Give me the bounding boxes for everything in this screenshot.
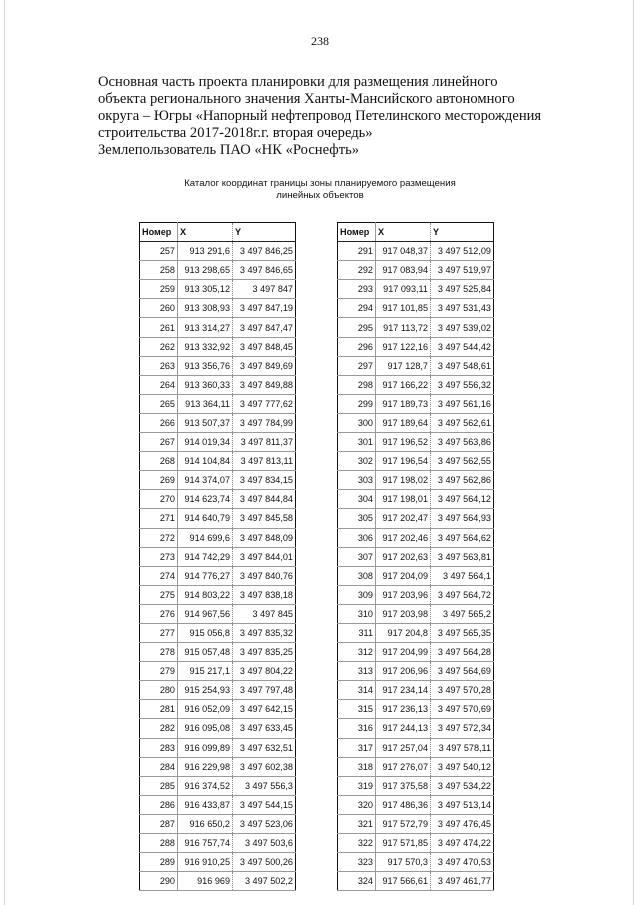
table-caption — [160, 178, 480, 202]
table-row — [140, 299, 296, 318]
cell-number: 298 — [338, 375, 376, 394]
cell-number: 317 — [338, 738, 376, 757]
cell-y: 3 497 565,2 — [431, 604, 494, 623]
cell-number: 320 — [338, 795, 376, 814]
table-header-row — [140, 223, 296, 242]
table-row — [338, 700, 494, 719]
cell-x: 915 217,1 — [178, 662, 233, 681]
cell-y: 3 497 844,01 — [233, 547, 296, 566]
table-row — [140, 433, 296, 452]
cell-y: 3 497 544,15 — [233, 795, 296, 814]
cell-number: 302 — [338, 452, 376, 471]
cell-x: 916 229,98 — [178, 757, 233, 776]
cell-x: 917 276,07 — [376, 757, 431, 776]
header-y: Y — [233, 223, 296, 242]
cell-x: 917 202,63 — [376, 547, 431, 566]
cell-y: 3 497 556,3 — [233, 776, 296, 795]
cell-x: 917 202,47 — [376, 509, 431, 528]
cell-y: 3 497 834,15 — [233, 471, 296, 490]
table-row — [338, 509, 494, 528]
cell-x: 917 257,04 — [376, 738, 431, 757]
table-row — [338, 242, 494, 261]
table-row — [140, 261, 296, 280]
cell-y: 3 497 461,77 — [431, 872, 494, 891]
header-number: Номер — [140, 223, 178, 242]
cell-x: 917 203,98 — [376, 604, 431, 623]
cell-number: 307 — [338, 547, 376, 566]
cell-number: 283 — [140, 738, 178, 757]
table-row — [140, 356, 296, 375]
cell-x: 917 083,94 — [376, 261, 431, 280]
cell-number: 290 — [140, 872, 178, 891]
cell-number: 272 — [140, 528, 178, 547]
cell-number: 300 — [338, 413, 376, 432]
table-row — [338, 872, 494, 891]
table-row — [140, 853, 296, 872]
cell-y: 3 497 562,55 — [431, 452, 494, 471]
cell-number: 319 — [338, 776, 376, 795]
cell-x: 913 507,37 — [178, 413, 233, 432]
table-row — [140, 700, 296, 719]
cell-number: 281 — [140, 700, 178, 719]
table-row — [338, 776, 494, 795]
cell-number: 316 — [338, 719, 376, 738]
table-row — [338, 490, 494, 509]
caption-line: линейных объектов — [276, 190, 364, 201]
cell-x: 916 095,08 — [178, 719, 233, 738]
cell-number: 260 — [140, 299, 178, 318]
table-row — [338, 814, 494, 833]
cell-number: 263 — [140, 356, 178, 375]
cell-y: 3 497 562,86 — [431, 471, 494, 490]
table-row — [338, 413, 494, 432]
cell-y: 3 497 642,15 — [233, 700, 296, 719]
cell-number: 306 — [338, 528, 376, 547]
cell-x: 917 203,96 — [376, 585, 431, 604]
cell-x: 917 204,8 — [376, 623, 431, 642]
cell-y: 3 497 602,38 — [233, 757, 296, 776]
cell-y: 3 497 570,28 — [431, 681, 494, 700]
cell-x: 913 314,27 — [178, 318, 233, 337]
right-table-body — [338, 242, 494, 891]
cell-y: 3 497 502,2 — [233, 872, 296, 891]
cell-x: 917 570,3 — [376, 853, 431, 872]
cell-y: 3 497 500,26 — [233, 853, 296, 872]
cell-number: 292 — [338, 261, 376, 280]
cell-y: 3 497 797,48 — [233, 681, 296, 700]
table-row — [338, 375, 494, 394]
table-row — [140, 547, 296, 566]
cell-x: 914 699,6 — [178, 528, 233, 547]
table-row — [140, 242, 296, 261]
cell-x: 917 206,96 — [376, 662, 431, 681]
table-row — [338, 834, 494, 853]
cell-x: 914 742,29 — [178, 547, 233, 566]
cell-y: 3 497 578,11 — [431, 738, 494, 757]
header-x: X — [178, 223, 233, 242]
cell-x: 913 298,65 — [178, 261, 233, 280]
table-row — [140, 413, 296, 432]
cell-x: 913 308,93 — [178, 299, 233, 318]
cell-x: 917 189,64 — [376, 413, 431, 432]
cell-x: 916 374,52 — [178, 776, 233, 795]
cell-x: 915 057,48 — [178, 643, 233, 662]
table-row — [140, 280, 296, 299]
cell-number: 267 — [140, 433, 178, 452]
table-row — [338, 795, 494, 814]
heading-line: Основная часть проекта планировки для размещения линейного — [98, 74, 498, 90]
cell-y: 3 497 777,62 — [233, 394, 296, 413]
cell-x: 917 101,85 — [376, 299, 431, 318]
cell-x: 917 234,14 — [376, 681, 431, 700]
cell-y: 3 497 847,47 — [233, 318, 296, 337]
cell-y: 3 497 849,88 — [233, 375, 296, 394]
cell-x: 917 166,22 — [376, 375, 431, 394]
cell-y: 3 497 540,12 — [431, 757, 494, 776]
cell-number: 273 — [140, 547, 178, 566]
cell-x: 917 122,16 — [376, 337, 431, 356]
cell-y: 3 497 835,25 — [233, 643, 296, 662]
cell-number: 315 — [338, 700, 376, 719]
table-row — [338, 471, 494, 490]
cell-number: 305 — [338, 509, 376, 528]
cell-x: 917 486,36 — [376, 795, 431, 814]
cell-y: 3 497 572,34 — [431, 719, 494, 738]
cell-number: 294 — [338, 299, 376, 318]
cell-x: 916 433,87 — [178, 795, 233, 814]
cell-x: 913 360,33 — [178, 375, 233, 394]
cell-number: 286 — [140, 795, 178, 814]
cell-x: 913 332,92 — [178, 337, 233, 356]
cell-number: 258 — [140, 261, 178, 280]
cell-x: 914 776,27 — [178, 566, 233, 585]
cell-x: 917 196,54 — [376, 452, 431, 471]
cell-x: 915 056,8 — [178, 623, 233, 642]
cell-y: 3 497 513,14 — [431, 795, 494, 814]
cell-number: 275 — [140, 585, 178, 604]
table-row — [140, 604, 296, 623]
cell-y: 3 497 845 — [233, 604, 296, 623]
cell-x: 914 967,56 — [178, 604, 233, 623]
cell-number: 309 — [338, 585, 376, 604]
cell-number: 299 — [338, 394, 376, 413]
table-row — [140, 337, 296, 356]
cell-x: 917 128,7 — [376, 356, 431, 375]
table-row — [140, 795, 296, 814]
cell-x: 914 019,34 — [178, 433, 233, 452]
cell-number: 278 — [140, 643, 178, 662]
cell-y: 3 497 474,22 — [431, 834, 494, 853]
cell-y: 3 497 470,53 — [431, 853, 494, 872]
cell-number: 289 — [140, 853, 178, 872]
cell-number: 276 — [140, 604, 178, 623]
heading-line: объекта регионального значения Ханты-Мансийского автономного — [98, 91, 515, 107]
heading-line: Землепользователь ПАО «НК «Роснефть» — [98, 142, 360, 158]
table-row — [338, 433, 494, 452]
cell-y: 3 497 564,93 — [431, 509, 494, 528]
cell-y: 3 497 523,06 — [233, 814, 296, 833]
table-row — [338, 643, 494, 662]
cell-y: 3 497 813,11 — [233, 452, 296, 471]
table-row — [140, 738, 296, 757]
cell-y: 3 497 565,35 — [431, 623, 494, 642]
cell-x: 915 254,93 — [178, 681, 233, 700]
table-row — [338, 280, 494, 299]
cell-x: 917 189,73 — [376, 394, 431, 413]
cell-number: 285 — [140, 776, 178, 795]
cell-x: 914 104,84 — [178, 452, 233, 471]
header-number: Номер — [338, 223, 376, 242]
table-row — [338, 719, 494, 738]
table-row — [140, 662, 296, 681]
header-y: Y — [431, 223, 494, 242]
table-row — [140, 528, 296, 547]
cell-number: 291 — [338, 242, 376, 261]
cell-y: 3 497 503,6 — [233, 834, 296, 853]
table-row — [338, 452, 494, 471]
left-coordinates-table-wrapper — [139, 222, 296, 891]
cell-number: 266 — [140, 413, 178, 432]
cell-y: 3 497 563,86 — [431, 433, 494, 452]
table-row — [338, 547, 494, 566]
cell-y: 3 497 840,76 — [233, 566, 296, 585]
table-row — [140, 566, 296, 585]
cell-x: 917 244,13 — [376, 719, 431, 738]
table-row — [338, 528, 494, 547]
cell-number: 312 — [338, 643, 376, 662]
cell-x: 917 375,58 — [376, 776, 431, 795]
cell-x: 917 572,79 — [376, 814, 431, 833]
cell-x: 917 113,72 — [376, 318, 431, 337]
cell-number: 308 — [338, 566, 376, 585]
heading-line: округа – Югры «Напорный нефтепровод Петелинского месторождения — [98, 108, 542, 124]
cell-number: 288 — [140, 834, 178, 853]
table-row — [140, 776, 296, 795]
cell-number: 271 — [140, 509, 178, 528]
cell-y: 3 497 534,22 — [431, 776, 494, 795]
cell-x: 916 969 — [178, 872, 233, 891]
heading-line: строительства 2017-2018г.г. вторая очередь» — [98, 125, 373, 141]
cell-x: 916 910,25 — [178, 853, 233, 872]
table-row — [140, 585, 296, 604]
cell-number: 323 — [338, 853, 376, 872]
cell-x: 913 305,12 — [178, 280, 233, 299]
cell-number: 297 — [338, 356, 376, 375]
table-row — [140, 394, 296, 413]
cell-y: 3 497 564,69 — [431, 662, 494, 681]
cell-y: 3 497 548,61 — [431, 356, 494, 375]
cell-y: 3 497 539,02 — [431, 318, 494, 337]
cell-y: 3 497 848,09 — [233, 528, 296, 547]
cell-y: 3 497 784,99 — [233, 413, 296, 432]
cell-number: 293 — [338, 280, 376, 299]
table-row — [140, 814, 296, 833]
cell-x: 916 650,2 — [178, 814, 233, 833]
cell-x: 917 198,02 — [376, 471, 431, 490]
cell-number: 264 — [140, 375, 178, 394]
cell-y: 3 497 849,69 — [233, 356, 296, 375]
table-row — [140, 509, 296, 528]
cell-number: 269 — [140, 471, 178, 490]
cell-y: 3 497 519,97 — [431, 261, 494, 280]
cell-number: 282 — [140, 719, 178, 738]
scan-edge-line-right — [633, 0, 634, 905]
cell-y: 3 497 556,32 — [431, 375, 494, 394]
cell-y: 3 497 633,45 — [233, 719, 296, 738]
table-row — [140, 471, 296, 490]
cell-number: 280 — [140, 681, 178, 700]
cell-number: 311 — [338, 623, 376, 642]
cell-number: 279 — [140, 662, 178, 681]
document-heading — [98, 74, 568, 159]
table-row — [140, 643, 296, 662]
table-row — [338, 604, 494, 623]
cell-number: 274 — [140, 566, 178, 585]
cell-number: 321 — [338, 814, 376, 833]
cell-x: 913 291,6 — [178, 242, 233, 261]
table-row — [338, 299, 494, 318]
table-row — [338, 853, 494, 872]
table-row — [140, 318, 296, 337]
cell-x: 917 198,01 — [376, 490, 431, 509]
cell-y: 3 497 531,43 — [431, 299, 494, 318]
cell-number: 257 — [140, 242, 178, 261]
cell-y: 3 497 563,81 — [431, 547, 494, 566]
cell-x: 917 204,09 — [376, 566, 431, 585]
cell-x: 917 566,61 — [376, 872, 431, 891]
table-row — [140, 872, 296, 891]
table-row — [140, 452, 296, 471]
left-coordinates-table — [139, 222, 296, 891]
table-row — [338, 356, 494, 375]
cell-y: 3 497 562,61 — [431, 413, 494, 432]
cell-x: 916 757,74 — [178, 834, 233, 853]
scan-edge-line-left — [4, 0, 5, 905]
table-row — [338, 757, 494, 776]
header-x: X — [376, 223, 431, 242]
cell-number: 277 — [140, 623, 178, 642]
cell-number: 265 — [140, 394, 178, 413]
cell-y: 3 497 846,65 — [233, 261, 296, 280]
cell-y: 3 497 476,45 — [431, 814, 494, 833]
cell-number: 304 — [338, 490, 376, 509]
cell-y: 3 497 564,12 — [431, 490, 494, 509]
cell-x: 914 803,22 — [178, 585, 233, 604]
left-table-body — [140, 242, 296, 891]
cell-number: 318 — [338, 757, 376, 776]
cell-number: 268 — [140, 452, 178, 471]
cell-x: 916 052,09 — [178, 700, 233, 719]
cell-x: 913 364,11 — [178, 394, 233, 413]
cell-number: 314 — [338, 681, 376, 700]
cell-number: 322 — [338, 834, 376, 853]
table-row — [140, 490, 296, 509]
cell-y: 3 497 512,09 — [431, 242, 494, 261]
cell-y: 3 497 848,45 — [233, 337, 296, 356]
cell-x: 914 623,74 — [178, 490, 233, 509]
cell-number: 259 — [140, 280, 178, 299]
cell-number: 287 — [140, 814, 178, 833]
cell-y: 3 497 570,69 — [431, 700, 494, 719]
cell-y: 3 497 525,84 — [431, 280, 494, 299]
cell-x: 917 196,52 — [376, 433, 431, 452]
right-coordinates-table — [337, 222, 494, 891]
page-number: 238 — [311, 34, 329, 48]
table-row — [338, 261, 494, 280]
table-row — [338, 337, 494, 356]
cell-x: 913 356,76 — [178, 356, 233, 375]
cell-number: 296 — [338, 337, 376, 356]
cell-x: 917 236,13 — [376, 700, 431, 719]
cell-number: 313 — [338, 662, 376, 681]
table-row — [140, 375, 296, 394]
cell-number: 310 — [338, 604, 376, 623]
cell-y: 3 497 561,16 — [431, 394, 494, 413]
cell-number: 301 — [338, 433, 376, 452]
cell-number: 261 — [140, 318, 178, 337]
cell-x: 917 571,85 — [376, 834, 431, 853]
cell-y: 3 497 847,19 — [233, 299, 296, 318]
cell-x: 917 204,99 — [376, 643, 431, 662]
table-row — [140, 681, 296, 700]
cell-x: 914 640,79 — [178, 509, 233, 528]
cell-x: 917 048,37 — [376, 242, 431, 261]
cell-y: 3 497 544,42 — [431, 337, 494, 356]
cell-y: 3 497 564,62 — [431, 528, 494, 547]
table-row — [338, 318, 494, 337]
right-coordinates-table-wrapper — [337, 222, 494, 891]
cell-y: 3 497 847 — [233, 280, 296, 299]
cell-number: 284 — [140, 757, 178, 776]
table-row — [338, 662, 494, 681]
table-row — [140, 834, 296, 853]
cell-number: 295 — [338, 318, 376, 337]
cell-y: 3 497 838,18 — [233, 585, 296, 604]
cell-number: 262 — [140, 337, 178, 356]
cell-y: 3 497 632,51 — [233, 738, 296, 757]
table-row — [338, 585, 494, 604]
cell-y: 3 497 804,22 — [233, 662, 296, 681]
cell-x: 916 099,89 — [178, 738, 233, 757]
cell-y: 3 497 811,37 — [233, 433, 296, 452]
cell-y: 3 497 846,25 — [233, 242, 296, 261]
table-row — [140, 719, 296, 738]
cell-y: 3 497 845,58 — [233, 509, 296, 528]
cell-y: 3 497 564,72 — [431, 585, 494, 604]
table-row — [338, 623, 494, 642]
cell-y: 3 497 835,32 — [233, 623, 296, 642]
cell-x: 917 202,46 — [376, 528, 431, 547]
table-row — [338, 394, 494, 413]
table-row — [140, 623, 296, 642]
caption-line: Каталог координат границы зоны планируемого размещения — [184, 178, 456, 189]
cell-y: 3 497 564,28 — [431, 643, 494, 662]
cell-x: 914 374,07 — [178, 471, 233, 490]
cell-y: 3 497 844,84 — [233, 490, 296, 509]
table-row — [338, 681, 494, 700]
table-row — [140, 757, 296, 776]
table-row — [338, 738, 494, 757]
cell-x: 917 093,11 — [376, 280, 431, 299]
table-header-row — [338, 223, 494, 242]
cell-number: 303 — [338, 471, 376, 490]
cell-number: 324 — [338, 872, 376, 891]
cell-number: 270 — [140, 490, 178, 509]
cell-y: 3 497 564,1 — [431, 566, 494, 585]
table-row — [338, 566, 494, 585]
